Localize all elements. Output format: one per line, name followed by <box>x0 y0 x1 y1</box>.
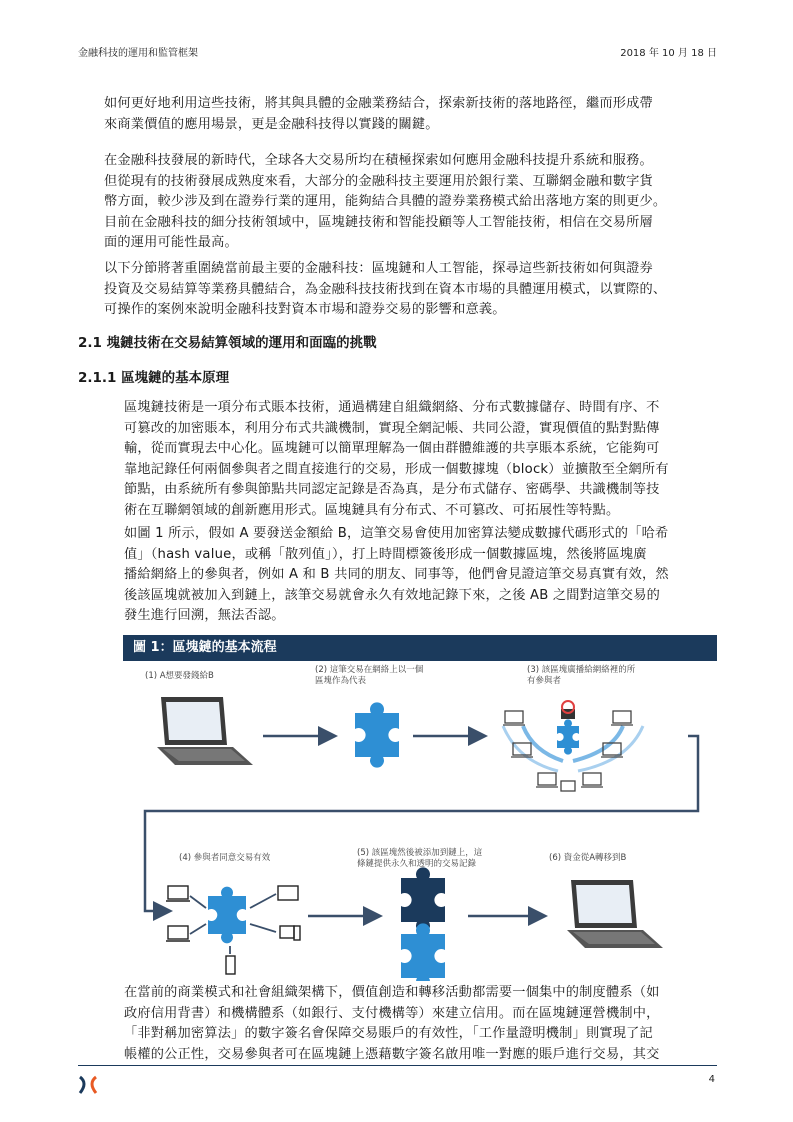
text-line: 目前在金融科技的細分技術領域中，區塊鏈技術和智能投顧等人工智能技術，相信在交易所層 <box>104 214 653 230</box>
step-4-label: (4) 參與者同意交易有效 <box>179 853 271 863</box>
paragraph-3 <box>104 259 666 321</box>
text-line: 以下分節將著重圍繞當前最主要的金融科技：區塊鏈和人工智能，探尋這些新技術如何與證券 <box>104 261 653 276</box>
step-2-label: (2) 這筆交易在網絡上以一個區塊作為代表 <box>315 665 424 686</box>
flow-diagram <box>123 661 717 981</box>
text-line: 帳權的公正性，交易參與者可在區塊鏈上憑藉數字簽名啟用唯一對應的賬戶進行交易，其交 <box>124 1046 660 1062</box>
text-line: 面的運用可能性最高。 <box>104 235 238 251</box>
network-broadcast-icon <box>503 701 643 791</box>
text-line: 政府信用背書）和機構體系（如銀行、支付機構等）來建立信用。而在區塊鏈運營機制中， <box>124 1005 660 1021</box>
text-line: 可操作的案例來說明金融科技對資本市場和證券交易的影響和意義。 <box>104 302 506 318</box>
paragraph-4 <box>124 398 669 522</box>
text-line: 術在互聯網領域的創新應用形式。區塊鏈具有分布式、不可篡改、可拓展性等特點。 <box>124 502 620 518</box>
text-line: 區塊鏈技術是一項分布式賬本技術，通過構建自組織網絡、分布式數據儲存、時間有序、不 <box>124 400 660 415</box>
paragraph-2 <box>104 151 666 254</box>
figure-title: 圖 1：區塊鏈的基本流程 <box>123 635 717 661</box>
text-line: 靠地記錄任何兩個參與者之間直接進行的交易，形成一個數據塊（block）並擴散至全網所有 <box>124 461 669 477</box>
step-5-label: (5) 該區塊然後被添加到鏈上，這條鏈提供永久和透明的交易記錄 <box>357 848 483 869</box>
page-number: 4 <box>708 1074 715 1085</box>
text-line: 值」（hash value，或稱「散列值」），打上時間標簽後形成一個數據區塊，然後將區塊廣 <box>124 546 647 562</box>
footer-divider <box>78 1065 717 1066</box>
header-date: 2018 年 10 月 18 日 <box>620 48 717 59</box>
text-line: 在當前的商業模式和社會組織架構下，價值創造和轉移活動都需要一個集中的制度體系（如 <box>124 985 660 1000</box>
text-line: 如圖 1 所示，假如 A 要發送金額給 B，這筆交易會使用加密算法變成數據代碼形式的「哈希 <box>124 526 669 541</box>
text-line: 節點，由系統所有參與節點共同認定記錄是否為真，是分布式儲存、密碼學、共識機制等技 <box>124 482 660 498</box>
paragraph-1 <box>104 94 653 135</box>
laptop-icon <box>567 880 663 948</box>
text-line: 但從現有的技術發展成熟度來看，大部分的金融科技主要運用於銀行業、互聯網金融和數字貨 <box>104 173 653 189</box>
text-line: 如何更好地利用這些技術，將其與具體的金融業務結合，探索新技術的落地路徑，繼而形成帶 <box>104 96 653 111</box>
participants-icon <box>166 886 300 974</box>
paragraph-5 <box>124 524 669 627</box>
step-1-label: (1) A想要發錢給B <box>145 671 214 681</box>
text-line: 來商業價值的應用場景，更是金融科技得以實踐的關鍵。 <box>104 116 439 132</box>
paragraph-6 <box>124 983 660 1065</box>
chain-puzzle-icon <box>401 867 445 981</box>
text-line: 「非對稱加密算法」的數字簽名會保障交易賬戶的有效性，「工作量證明機制」則實現了記 <box>124 1026 653 1042</box>
text-line: 播給網絡上的參與者，例如 A 和 B 共同的朋友、同事等，他們會見證這筆交易真實有效，然 <box>124 567 669 583</box>
step-3-label: (3) 該區塊廣播給網絡裡的所有參與者 <box>527 665 636 686</box>
section-heading: 2.1 塊鏈技術在交易結算領域的運用和面臨的挑戰 <box>78 335 377 351</box>
blockchain-flow-figure <box>123 661 717 981</box>
text-line: 幣方面，較少涉及到在證券行業的運用，能夠結合具體的證券業務模式給出落地方案的則更少。 <box>104 194 667 210</box>
header-title: 金融科技的運用和監管框架 <box>78 48 198 59</box>
text-line: 投資及交易結算等業務具體結合，為金融科技技術找到在資本市場的具體運用模式，以實際的、 <box>104 281 667 297</box>
laptop-icon <box>157 697 253 765</box>
step-6-label: (6) 資金從A轉移到B <box>549 853 627 863</box>
hkex-logo-icon <box>78 1075 98 1099</box>
text-line: 在金融科技發展的新時代，全球各大交易所均在積極探索如何應用金融科技提升系統和服務。 <box>104 153 653 168</box>
text-line: 可篡改的加密賬本，利用分布式共識機制，實現全網記帳、共同公證，實現價值的點對點傳 <box>124 420 660 436</box>
text-line: 後該區塊就被加入到鏈上，該筆交易就會永久有效地記錄下來，之後 AB 之間對這筆交易的 <box>124 587 660 603</box>
text-line: 輸，從而實現去中心化。區塊鏈可以簡單理解為一個由群體維護的共享賬本系統，它能夠可 <box>124 441 660 457</box>
text-line: 發生進行回溯，無法否認。 <box>124 608 285 624</box>
puzzle-icon <box>355 702 399 767</box>
subsection-heading: 2.1.1 區塊鏈的基本原理 <box>78 370 230 386</box>
